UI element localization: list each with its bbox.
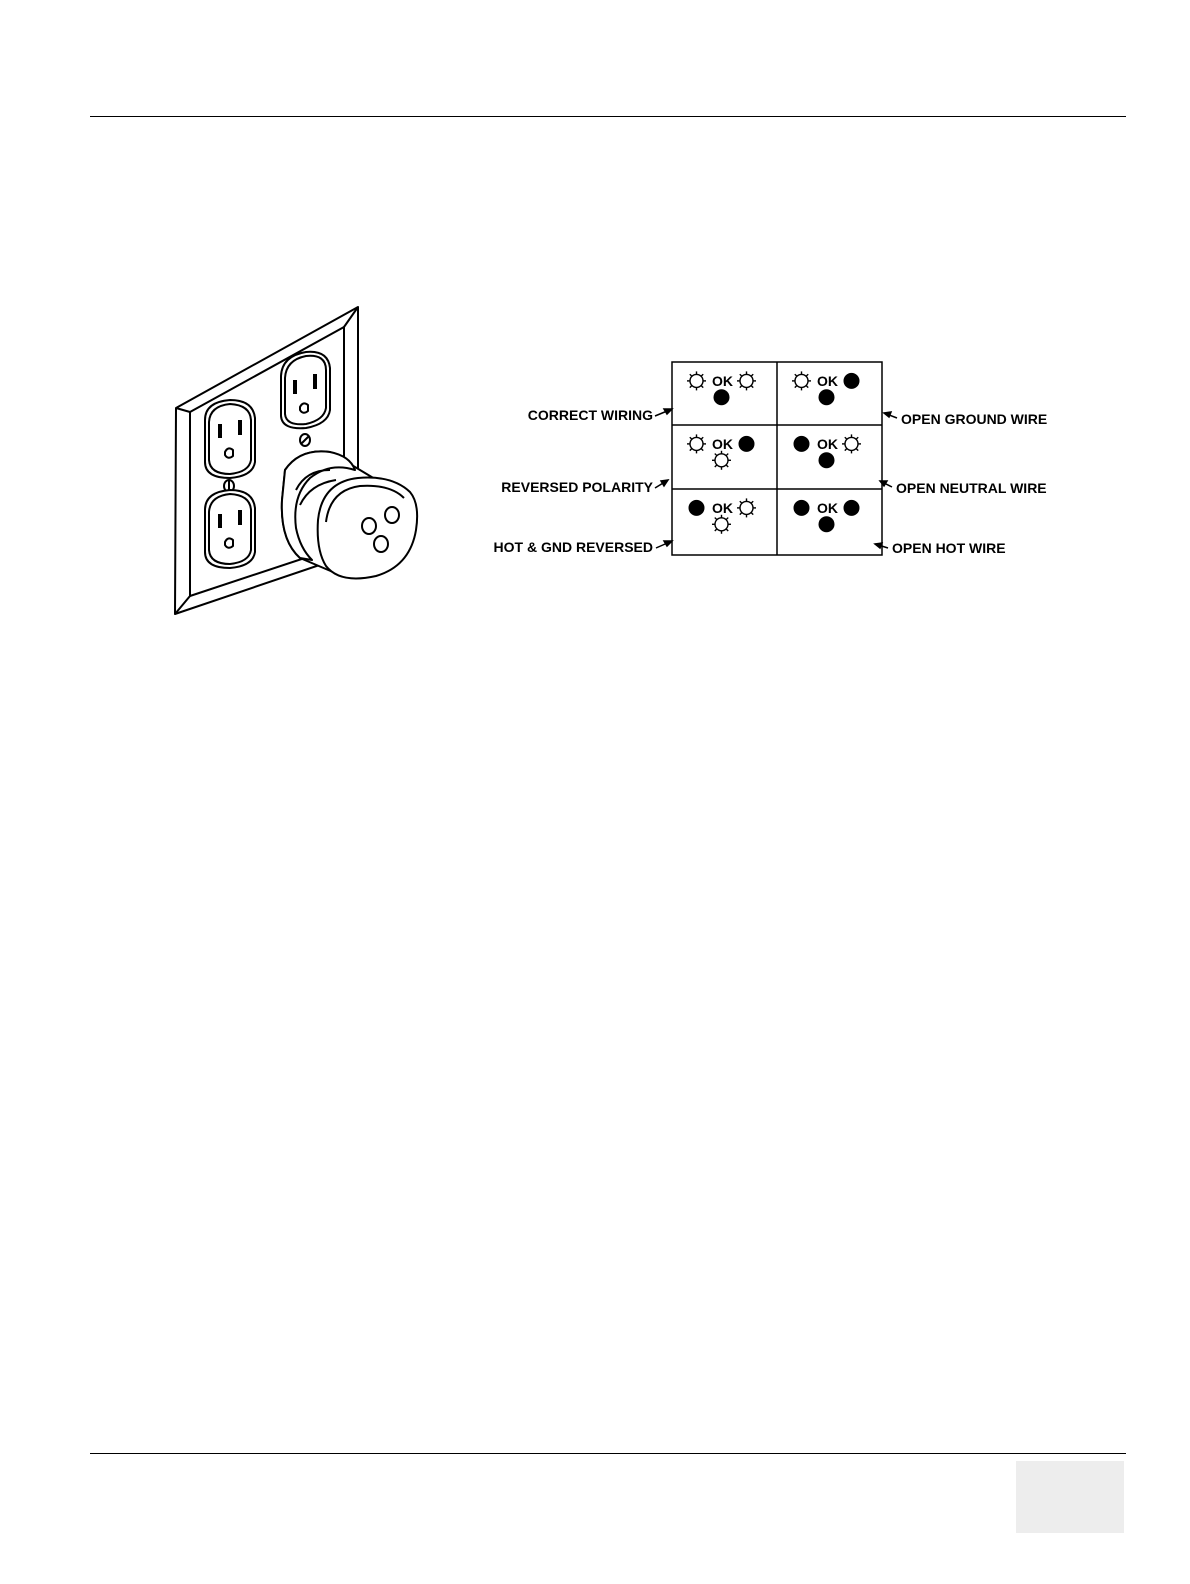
indicator-light-1-lit — [792, 371, 811, 390]
label-reversed-polarity: REVERSED POLARITY — [501, 479, 653, 495]
label-hot-gnd-reversed: HOT & GND REVERSED — [493, 539, 653, 555]
legend-cells — [687, 371, 861, 533]
receptacle-left-lower — [205, 490, 255, 568]
legend-cell-reversed-polarity — [687, 434, 755, 469]
ok-label: OK — [712, 499, 733, 516]
indicator-light-3-lit — [712, 515, 731, 534]
receptacle-left-upper — [205, 400, 255, 478]
legend-cell-open-hot-wire — [794, 500, 860, 532]
indicator-light-2-dark — [739, 436, 755, 452]
legend-cell-open-ground-wire — [792, 371, 860, 405]
label-open-neutral-wire: OPEN NEUTRAL WIRE — [896, 480, 1047, 496]
indicator-light-1-dark — [794, 436, 810, 452]
indicator-light-1-dark — [689, 500, 705, 516]
label-correct-wiring: CORRECT WIRING — [527, 407, 653, 423]
plug-in-tester — [282, 451, 417, 578]
ok-label: OK — [817, 435, 838, 452]
indicator-light-2-lit — [737, 498, 756, 517]
legend-cell-hot-gnd-reversed — [689, 498, 757, 533]
indicator-light-1-dark — [794, 500, 810, 516]
ok-label: OK — [712, 372, 733, 389]
indicator-light-3-dark — [714, 389, 730, 405]
label-open-ground-wire: OPEN GROUND WIRE — [901, 411, 1048, 427]
ok-label: OK — [712, 435, 733, 452]
receptacle-right-upper — [281, 352, 330, 428]
indicator-light-2-lit — [737, 371, 756, 390]
indicator-light-2-dark — [844, 500, 860, 516]
plate-screw-right — [300, 434, 310, 446]
ok-label: OK — [817, 372, 838, 389]
ok-label: OK — [817, 499, 838, 516]
indicator-light-3-dark — [819, 452, 835, 468]
legend-cell-open-neutral-wire — [794, 434, 862, 468]
label-open-hot-wire: OPEN HOT WIRE — [892, 540, 1006, 556]
indicator-light-1-lit — [687, 434, 706, 453]
indicator-legend — [494, 362, 1048, 556]
legend-cell-correct-wiring — [687, 371, 756, 405]
indicator-light-2-lit — [842, 434, 861, 453]
indicator-light-1-lit — [687, 371, 706, 390]
indicator-light-3-lit — [712, 451, 731, 470]
indicator-light-3-dark — [819, 516, 835, 532]
wall-outlet-illustration — [175, 307, 417, 614]
indicator-light-3-dark — [819, 389, 835, 405]
indicator-light-2-dark — [844, 373, 860, 389]
